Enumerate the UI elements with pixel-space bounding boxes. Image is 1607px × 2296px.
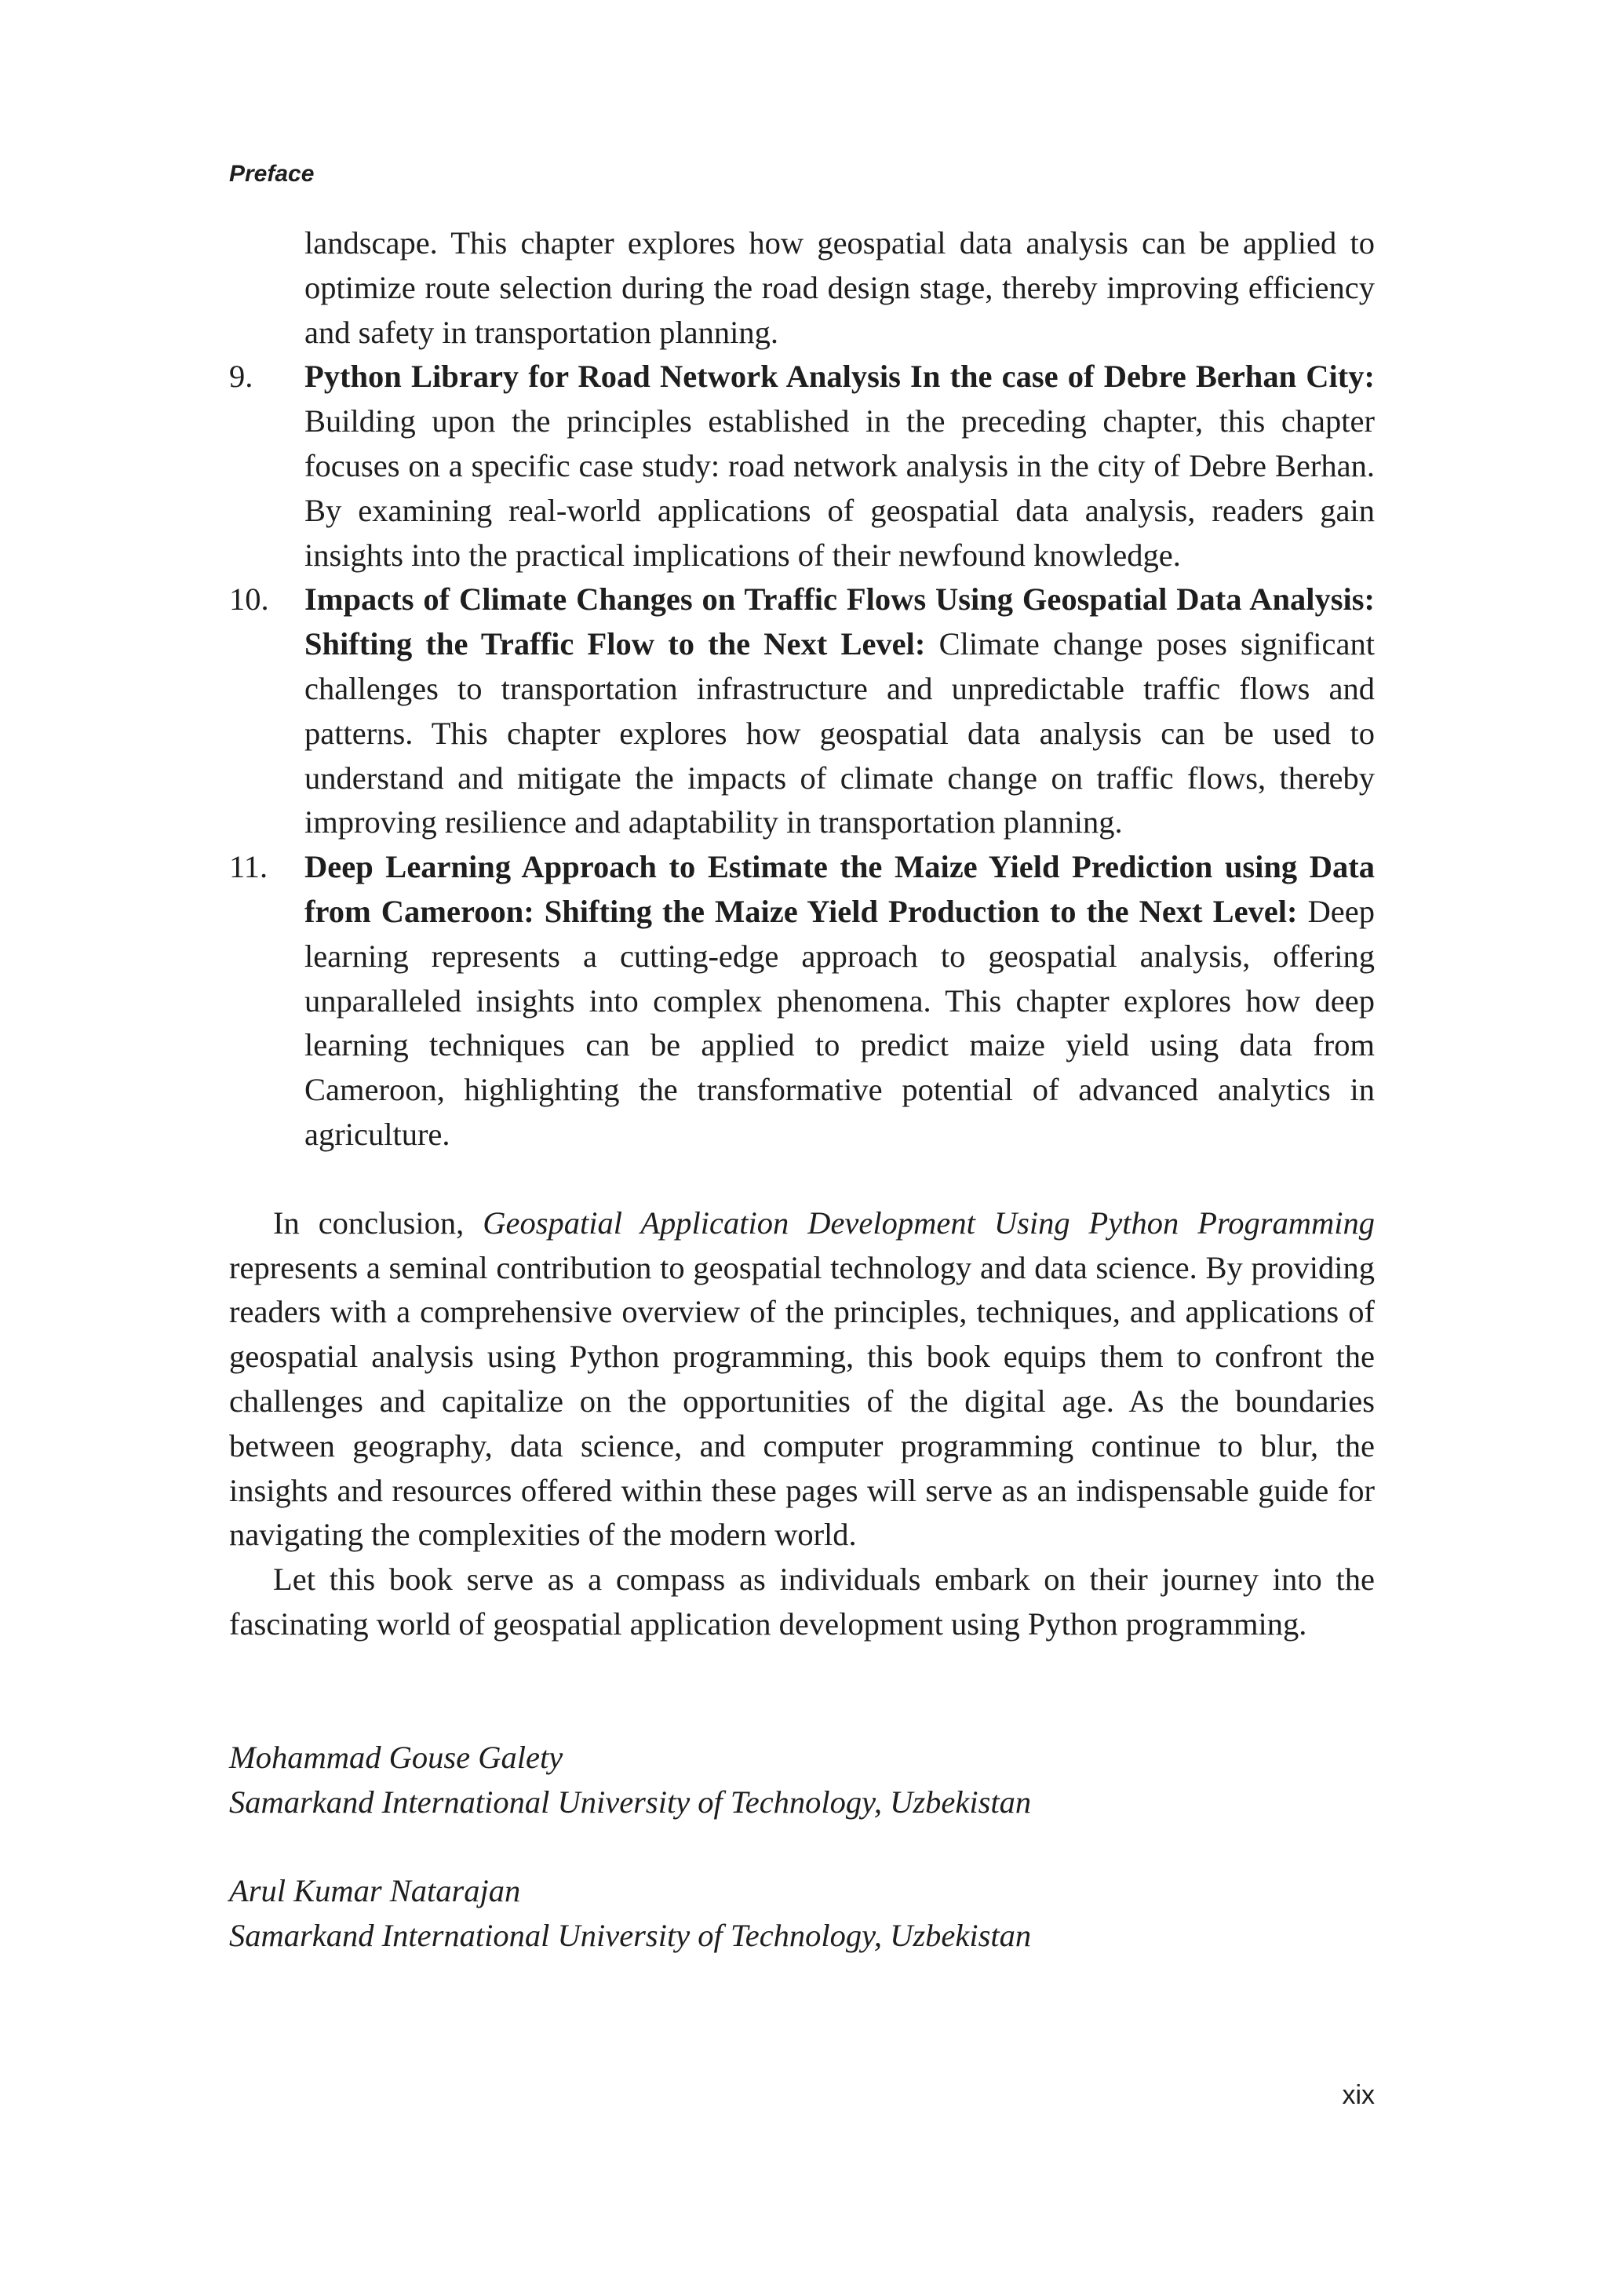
chapter-item-9 — [229, 355, 1375, 578]
chapter-number: 10. — [229, 581, 269, 618]
chapter-item-10 — [229, 578, 1375, 845]
chapter-description: Deep learning represents a cutting-edge approach to geospatial analysis, offering unparalleled insights into complex phenomena. This chapter explores how deep learning techniques can be applied to predict maize yield using data from Cameroon, highlighting the transformative potential of advanced analytics in agriculture. — [304, 893, 1376, 1152]
conclusion-body: represents a seminal contribution to geospatial technology and data science. By providing readers with a comprehensive overview of the principles, techniques, and applications of geospatial analysis using Python programming, this book equips them to confront the challenges and capitalize on the opportunities of the digital age. As the boundaries between geography, data science, and computer programming continue to blur, the insights and resources offered within these pages will serve as an indispensable guide for navigating the complexities of the modern world. — [229, 1249, 1375, 1553]
page-number: xix — [1342, 2080, 1375, 2110]
chapter-8-continuation — [229, 221, 1375, 355]
body-text — [229, 221, 1375, 1647]
author-signature — [229, 1736, 1375, 1825]
chapter-title: Impacts of Climate Changes on Traffic Flows Using Geospatial Data Analysis: Shifting the Traffic Flow to the Next Level: — [304, 581, 1375, 662]
author-affiliation: Samarkand International University of Technology, Uzbekistan — [229, 1784, 1032, 1820]
author-name: Arul Kumar Natarajan — [229, 1873, 521, 1908]
continuation-text: landscape. This chapter explores how geospatial data analysis can be applied to optimize route selection during the road design stage, thereby improving efficiency and safety in transportation planning. — [304, 225, 1375, 350]
author-signature — [229, 1869, 1375, 1959]
running-head: Preface — [229, 161, 315, 187]
chapter-title: Python Library for Road Network Analysis In the case of Debre Berhan City: — [304, 359, 1375, 395]
author-name: Mohammad Gouse Galety — [229, 1740, 563, 1775]
book-title: Geospatial Application Development Using Python Programming — [483, 1204, 1375, 1241]
conclusion-lead: In conclusion, — [273, 1204, 465, 1241]
closing-paragraph: Let this book serve as a compass as individuals embark on their journey into the fascinating world of geospatial application development using Python programming. — [229, 1562, 1375, 1642]
chapter-description: Building upon the principles established in the preceding chapter, this chapter focuses on a specific case study: road network analysis in the city of Debre Berhan. By examining real-world applications of geospatial data analysis, readers gain insights into the practical implications of their newfound knowledge. — [304, 403, 1375, 573]
conclusion-paragraph — [229, 1201, 1375, 1558]
chapter-number: 9. — [229, 359, 253, 395]
chapter-description: Climate change poses significant challenges to transportation infrastructure and unpredictable traffic flows and patterns. This chapter explores how geospatial data analysis can be used to understand and mitigate the impacts of climate change on traffic flows, thereby improving resilience and adaptability in transportation planning. — [304, 626, 1376, 840]
chapter-title: Deep Learning Approach to Estimate the Maize Yield Prediction using Data from Cameroon: Shifting the Maize Yield Production to the Next Level: — [304, 849, 1375, 929]
chapter-number: 11. — [229, 849, 268, 885]
paragraph-gap — [229, 1157, 1375, 1201]
author-affiliation: Samarkand International University of Technology, Uzbekistan — [229, 1917, 1032, 1953]
chapter-item-11 — [229, 845, 1375, 1157]
